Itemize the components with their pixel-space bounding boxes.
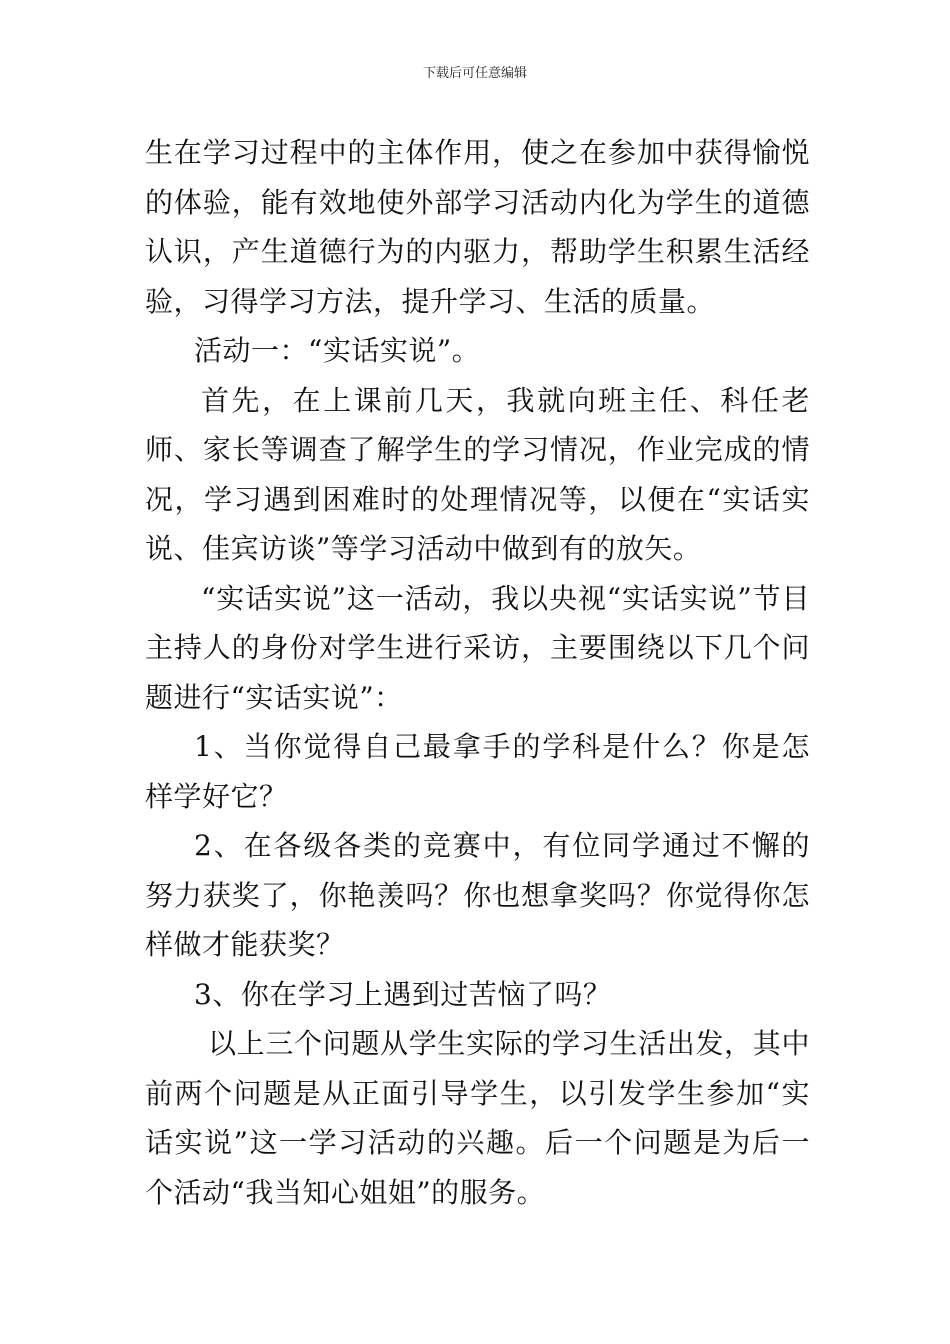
paragraph-question-2: 2、在各级各类的竞赛中，有位同学通过不懈的努力获奖了，你艳羡吗？你也想拿奖吗？你觉得你怎样做才能获奖？ — [145, 829, 810, 961]
paragraph-activity-one-heading: 活动一：“实话实说”。 — [194, 334, 481, 367]
paragraph-summary: 以上三个问题从学生实际的学习生活出发，其中前两个问题是从正面引导学生，以引发学生参加“实话实说”这一学习活动的兴趣。后一个问题是为后一个活动“我当知心姐姐”的服务。 — [145, 1027, 810, 1209]
paragraph-question-3: 3、你在学习上遇到过苦恼了吗？ — [194, 977, 612, 1011]
page-header: 下载后可任意编辑 — [422, 66, 527, 81]
paragraph-preparation: 首先，在上课前几天，我就向班主任、科任老师、家长等调查了解学生的学习情况，作业完成的情况，学习遇到困难时的处理情况等，以便在“实话实说、佳宾访谈”等学习活动中做到有的放矢。 — [145, 383, 810, 565]
paragraph-intro-continuation: 生在学习过程中的主体作用，使之在参加中获得愉悦的体验，能有效地使外部学习活动内化为学生的道德认识，产生道德行为的内驱力，帮助学生积累生活经验，习得学习方法，提升学习、生活的质量。 — [145, 136, 810, 318]
document-body — [145, 128, 810, 1217]
paragraph-activity-description: “实话实说”这一活动，我以央视“实话实说”节目主持人的身份对学生进行采访，主要围绕以下几个问题进行“实话实说”： — [145, 581, 810, 714]
paragraph-question-1: 1、当你觉得自己最拿手的学科是什么？你是怎样学好它？ — [145, 730, 810, 813]
